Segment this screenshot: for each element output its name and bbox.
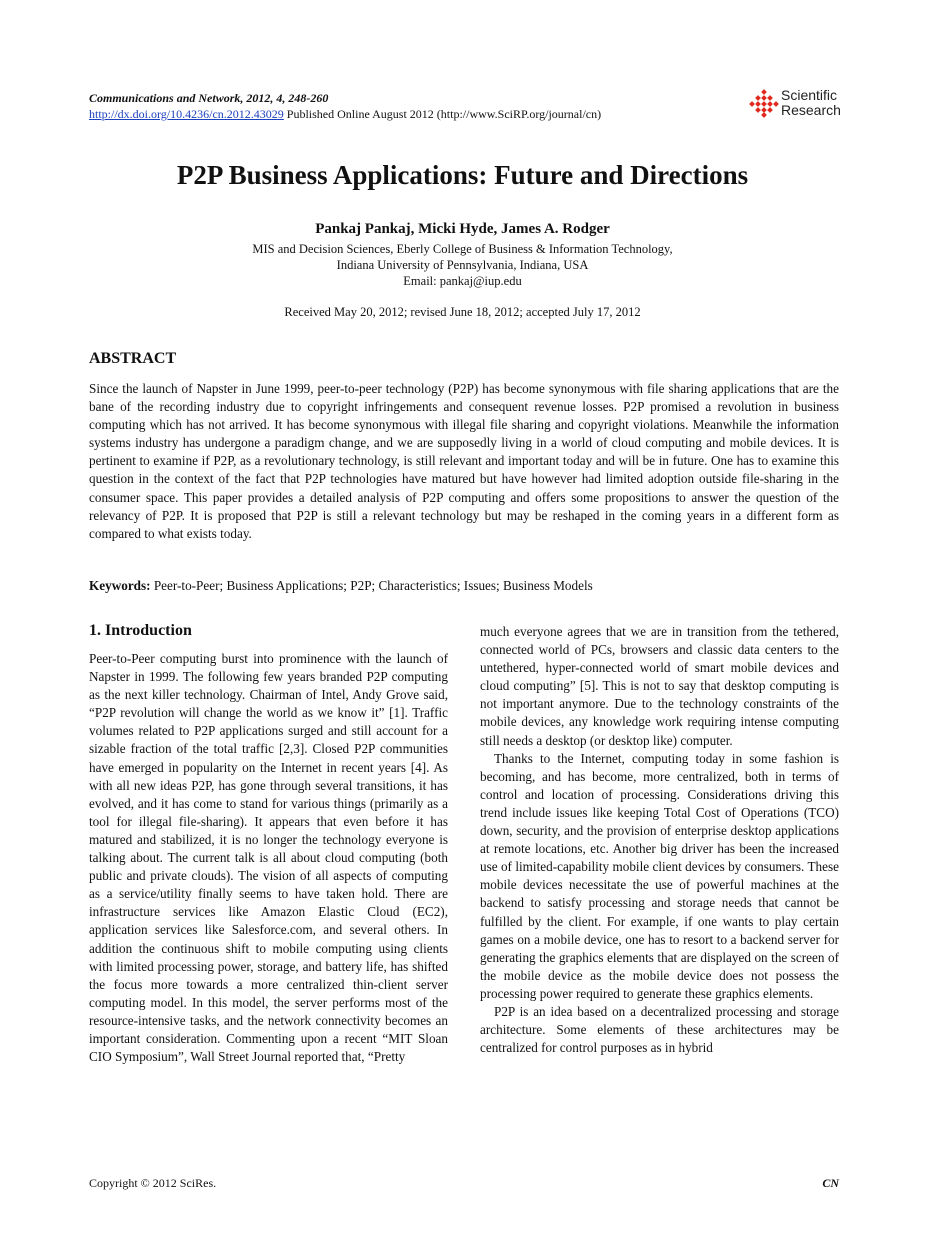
intro-paragraph-3: Thanks to the Internet, computing today in some fashion is becoming, and has become, more centralized, both in terms of control and location of processing. Considerations driving this trend include issues like keeping Total Cost of Operations (TCO) down, security, and the provision of enterprise desktop applications at remote locations, etc. Another big driver has been the increased use of limited-capability mobile client devices by consumers. These mobile devices necessitate the use of powerful machines at the backend to satisfy processing and storage needs that cannot be fulfilled by the client. For example, if one wants to play certain games on a mobile device, one has to resort to a backend server for generating the graphics elements that are displayed on the screen of the mobile device as the mobile device does not possess the processing power required to generate these graphics elements. bbox=[480, 750, 839, 1001]
intro-paragraph-2: much everyone agrees that we are in transition from the tethered, connected world of PCs, browsers and classic data centers to the untethered, hyper-connected world of smart mobile devices and cloud computing” [5]. This is not to say that desktop computing is not important anymore. Due to the technology constraints of the mobile devices, any knowledge work requiring intense computing still needs a desktop (or desktop like) computer. bbox=[480, 624, 839, 748]
intro-paragraph-4: P2P is an idea based on a decentralized processing and storage architecture. Some elements of these architectures may be centralized for control purposes as in hybrid bbox=[480, 1003, 839, 1056]
abstract-heading: ABSTRACT bbox=[89, 350, 177, 367]
affiliation-line-2: Indiana University of Pennsylvania, Indiana, USA bbox=[336, 258, 589, 272]
citation-line bbox=[89, 90, 601, 106]
scientific-research-logo bbox=[748, 88, 848, 122]
paper-title: P2P Business Applications: Future and Directions bbox=[176, 160, 749, 190]
footer-copyright: Copyright © 2012 SciRes. bbox=[89, 1176, 217, 1190]
logo-text bbox=[781, 88, 841, 118]
paper-authors: Pankaj Pankaj, Micki Hyde, James A. Rodger bbox=[315, 221, 610, 237]
affiliation-line-1: MIS and Decision Sciences, Eberly College of Business & Information Technology, bbox=[252, 242, 673, 256]
published-info: Published Online August 2012 (http://www.SciRP.org/journal/cn) bbox=[283, 107, 602, 121]
journal-citation: , 2012, 4, 248-260 bbox=[240, 91, 329, 105]
paper-dates: Received May 20, 2012; revised June 18, 2012; accepted July 17, 2012 bbox=[284, 305, 641, 319]
footer-journal-abbr: CN bbox=[822, 1176, 839, 1190]
keywords-line bbox=[89, 578, 593, 594]
section-heading-introduction: 1. Introduction bbox=[89, 622, 192, 639]
logo-line-1: Scientific bbox=[781, 87, 838, 103]
abstract-text: Since the launch of Napster in June 1999, peer-to-peer technology (P2P) has become synonymous with file sharing applications that are the bane of the recording industry due to copyright infringements and consequent revenue losses. P2P promised a revolution in business computing which has not arrived. It has become synonymous with illegal file sharing and copyright violations. Meanwhile the information systems industry has undergone a paradigm change, and we are supposedly living in a world of cloud computing and mobile devices. It is pertinent to examine if P2P, as a revolutionary technology, is still relevant and important today and will be in future. One has to examine this question in the context of the fact that P2P technologies have matured but have however had limited adoption outside file-sharing in the consumer space. This paper provides a detailed analysis of P2P computing and offers some propositions to answer the question of the relevancy of P2P. It is proposed that P2P is still a relevant technology but may be reshaped in the coming years in a different form as compared to what exists today. bbox=[89, 381, 839, 541]
keywords-label: Keywords: bbox=[89, 578, 151, 593]
doi-link[interactable]: http://dx.doi.org/10.4236/cn.2012.43029 bbox=[89, 107, 284, 121]
logo-line-2: Research bbox=[781, 102, 841, 118]
intro-paragraph-1: Peer-to-Peer computing burst into prominence with the launch of Napster in 1999. The following few years branded P2P computing as the next killer technology. Chairman of Intel, Andy Grove said, “P2P revolution will change the world as we know it” [1]. Traffic volumes related to P2P applications surged and still account for a sizable fraction of the total traffic [2,3]. Closed P2P communities have emerged in popularity on the Internet in recent years [4]. As with all new ideas P2P, has gone through several transitions, it has evolved, and it has come to stand for various things (primarily as a tool for illegal file-sharing). It appears that even before it has matured and stabilized, it is no longer the technology everyone is talking about. The current talk is all about cloud computing (both public and private clouds). The vision of all aspects of computing as a service/utility finally seems to have taken hold. There are infrastructure services like Amazon Elastic Cloud (EC2), application services like Salesforce.com, and several others. In addition the continuous shift to mobile computing using clients with limited processing power, storage, and battery life, has shifted the focus more towards a more centralized thin-client server computing model. In this model, the server performs most of the resource-intensive tasks, and the network connectivity becomes an important consideration. Commenting upon a recent “MIT Sloan CIO Symposium”, Wall Street Journal reported that, “Pretty bbox=[89, 651, 448, 1065]
affiliation-block bbox=[0, 241, 925, 289]
logo-diamond-icon bbox=[748, 88, 780, 118]
journal-header bbox=[89, 90, 601, 122]
left-column bbox=[89, 650, 448, 1066]
doi-line bbox=[89, 106, 601, 122]
journal-name: Communications and Network bbox=[89, 91, 241, 105]
right-column bbox=[480, 623, 839, 1057]
author-email: Email: pankaj@iup.edu bbox=[403, 274, 522, 288]
keywords-text: Peer-to-Peer; Business Applications; P2P; Characteristics; Issues; Business Models bbox=[150, 578, 593, 593]
